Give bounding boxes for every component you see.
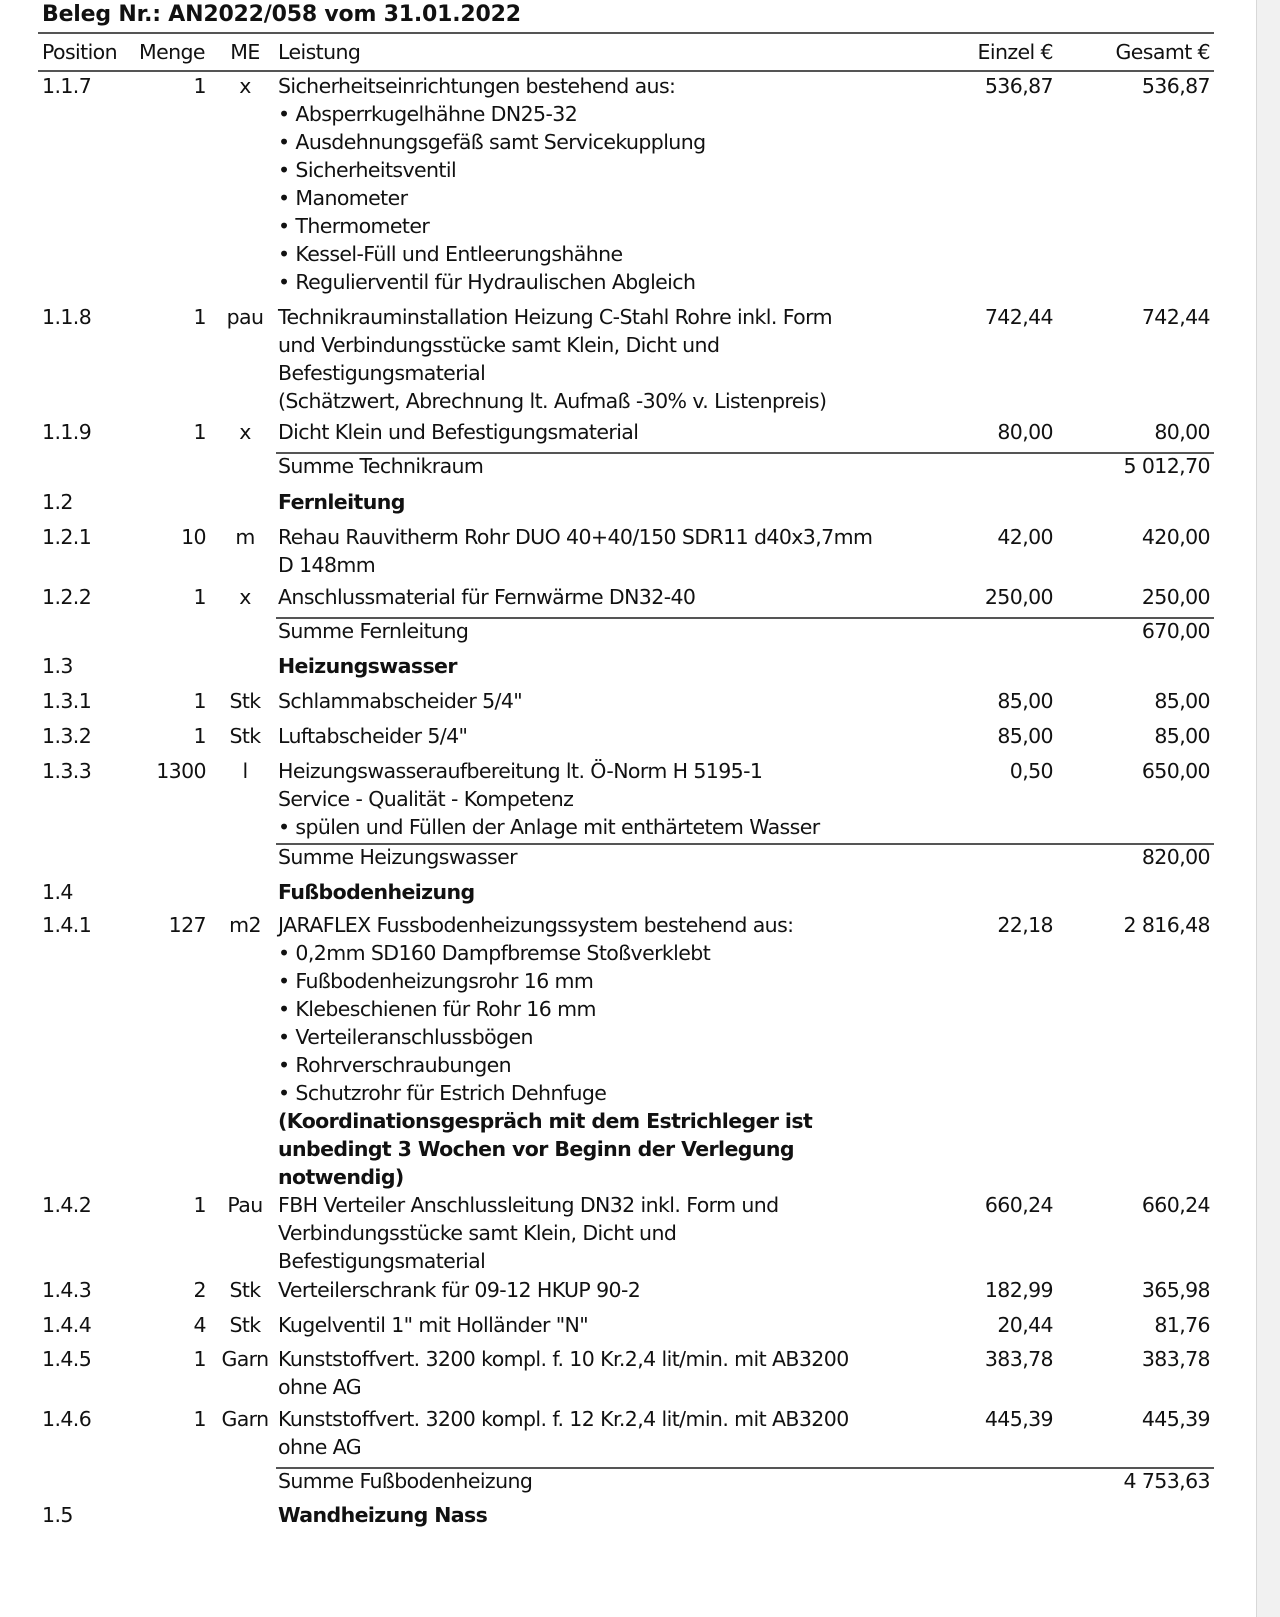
description-note-line: unbedingt 3 Wochen vor Beginn der Verlegung <box>278 1137 794 1161</box>
subtotal-rule <box>276 452 1214 454</box>
row-description <box>278 452 483 480</box>
row-position: 1.2 <box>42 490 73 514</box>
row-quantity: 1 <box>193 724 206 748</box>
description-note-line: (Koordinationsgespräch mit dem Estrichleger ist <box>278 1109 813 1133</box>
row-total: 650,00 <box>1141 759 1210 783</box>
description-line: (Schätzwert, Abrechnung lt. Aufmaß -30% v. Listenpreis) <box>278 389 827 413</box>
row-quantity: 1 <box>193 1347 206 1371</box>
row-unit: Stk <box>229 1278 261 1302</box>
subtotal-rule <box>276 1467 1214 1469</box>
row-total: 5 012,70 <box>1123 454 1210 478</box>
row-description <box>278 757 820 841</box>
row-position: 1.1.8 <box>42 305 92 329</box>
description-line: • Absperrkugelhähne DN25-32 <box>278 102 578 126</box>
row-total: 81,76 <box>1154 1313 1210 1337</box>
row-unit-price: 80,00 <box>997 420 1053 444</box>
row-description <box>278 1467 532 1495</box>
row-quantity: 1 <box>193 1193 206 1217</box>
row-position: 1.4.2 <box>42 1193 92 1217</box>
row-description <box>278 687 522 715</box>
description-line: Kugelventil 1" mit Holländer "N" <box>278 1313 589 1337</box>
row-position: 1.4 <box>42 880 73 904</box>
description-line: • Verteileranschlussbögen <box>278 1025 533 1049</box>
description-line: • Regulierventil für Hydraulischen Abgleich <box>278 270 696 294</box>
description-line: • Klebeschienen für Rohr 16 mm <box>278 997 596 1021</box>
row-unit-price: 0,50 <box>1009 759 1053 783</box>
description-line: • Schutzrohr für Estrich Dehnfuge <box>278 1081 607 1105</box>
row-position: 1.4.3 <box>42 1278 92 1302</box>
row-total: 820,00 <box>1141 845 1210 869</box>
description-line: Summe Technikraum <box>278 454 484 478</box>
row-total: 250,00 <box>1141 585 1210 609</box>
row-total: 742,44 <box>1141 305 1210 329</box>
row-quantity: 10 <box>181 525 206 549</box>
row-unit-price: 383,78 <box>984 1347 1053 1371</box>
description-line: Dicht Klein und Befestigungsmaterial <box>278 420 639 444</box>
row-description <box>278 911 812 1191</box>
row-unit: m <box>235 525 255 549</box>
description-line: JARAFLEX Fussbodenheizungssystem bestehend aus: <box>278 913 794 937</box>
description-line: Anschlussmaterial für Fernwärme DN32-40 <box>278 585 696 609</box>
row-total: 365,98 <box>1141 1278 1210 1302</box>
row-unit-price: 85,00 <box>997 724 1053 748</box>
subtotal-rule <box>276 617 1214 619</box>
description-line: Summe Heizungswasser <box>278 845 517 869</box>
row-quantity: 2 <box>193 1278 206 1302</box>
description-line: Wandheizung Nass <box>278 1503 488 1527</box>
description-line: Verteilerschrank für 09-12 HKUP 90-2 <box>278 1278 641 1302</box>
col-einzel: Einzel € <box>977 40 1053 64</box>
row-unit-price: 85,00 <box>997 689 1053 713</box>
description-line: Heizungswasser <box>278 654 457 678</box>
row-unit: x <box>239 420 251 444</box>
row-position: 1.1.9 <box>42 420 92 444</box>
row-total: 536,87 <box>1141 74 1210 98</box>
row-description <box>278 843 517 871</box>
description-line: Service - Qualität - Kompetenz <box>278 787 574 811</box>
row-unit: Stk <box>229 1313 261 1337</box>
description-line: Summe Fernleitung <box>278 619 469 643</box>
row-unit: m2 <box>229 913 261 937</box>
description-line: D 148mm <box>278 553 376 577</box>
col-leistung: Leistung <box>278 40 361 64</box>
title-rule <box>38 32 1214 34</box>
col-me: ME <box>230 40 260 64</box>
description-line: Befestigungsmaterial <box>278 361 486 385</box>
description-line: • Fußbodenheizungsrohr 16 mm <box>278 969 594 993</box>
row-unit-price: 250,00 <box>984 585 1053 609</box>
description-line: • Manometer <box>278 186 408 210</box>
description-line: • Sicherheitsventil <box>278 158 457 182</box>
row-position: 1.3.2 <box>42 724 92 748</box>
description-line: Technikrauminstallation Heizung C-Stahl Rohre inkl. Form <box>278 305 832 329</box>
description-line: FBH Verteiler Anschlussleitung DN32 inkl. Form und <box>278 1193 779 1217</box>
window-edge <box>1256 0 1280 1617</box>
description-line: ohne AG <box>278 1435 362 1459</box>
row-total: 383,78 <box>1141 1347 1210 1371</box>
row-quantity: 127 <box>168 913 206 937</box>
row-unit-price: 536,87 <box>984 74 1053 98</box>
row-unit: l <box>242 759 248 783</box>
row-unit-price: 20,44 <box>997 1313 1053 1337</box>
row-position: 1.2.2 <box>42 585 92 609</box>
row-position: 1.4.6 <box>42 1407 92 1431</box>
description-line: • Kessel-Füll und Entleerungshähne <box>278 242 623 266</box>
row-quantity: 1 <box>193 689 206 713</box>
subtotal-rule <box>276 843 1214 845</box>
row-unit: pau <box>226 305 264 329</box>
description-line: Heizungswasseraufbereitung lt. Ö-Norm H 5195-1 <box>278 759 763 783</box>
row-description <box>278 72 706 296</box>
row-description <box>278 418 638 446</box>
row-total: 660,24 <box>1141 1193 1210 1217</box>
row-description <box>278 303 832 415</box>
description-line: • spülen und Füllen der Anlage mit enthärtetem Wasser <box>278 815 820 839</box>
row-unit: Pau <box>227 1193 263 1217</box>
description-line: Kunststoffvert. 3200 kompl. f. 12 Kr.2,4 lit/min. mit AB3200 <box>278 1407 849 1431</box>
description-line: ohne AG <box>278 1375 362 1399</box>
col-menge: Menge <box>139 40 205 64</box>
row-total: 85,00 <box>1154 724 1210 748</box>
description-line: Luftabscheider 5/4" <box>278 724 468 748</box>
row-unit: x <box>239 74 251 98</box>
row-total: 85,00 <box>1154 689 1210 713</box>
row-description <box>278 523 872 579</box>
row-unit-price: 742,44 <box>984 305 1053 329</box>
description-line: Summe Fußbodenheizung <box>278 1469 533 1493</box>
row-description <box>278 722 467 750</box>
row-quantity: 1 <box>193 74 206 98</box>
row-position: 1.4.5 <box>42 1347 92 1371</box>
row-position: 1.3.3 <box>42 759 92 783</box>
row-total: 2 816,48 <box>1123 913 1210 937</box>
row-position: 1.4.4 <box>42 1313 92 1337</box>
col-gesamt: Gesamt € <box>1115 40 1210 64</box>
row-unit: Stk <box>229 724 261 748</box>
row-total: 4 753,63 <box>1123 1469 1210 1493</box>
document-title: Beleg Nr.: AN2022/058 vom 31.01.2022 <box>42 2 521 27</box>
row-position: 1.3 <box>42 654 73 678</box>
row-quantity: 1 <box>193 585 206 609</box>
description-line: Verbindungsstücke samt Klein, Dicht und <box>278 1221 677 1245</box>
description-note-line: notwendig) <box>278 1165 404 1189</box>
description-line: • Rohrverschraubungen <box>278 1053 512 1077</box>
row-unit: x <box>239 585 251 609</box>
row-unit-price: 182,99 <box>984 1278 1053 1302</box>
row-quantity: 4 <box>193 1313 206 1337</box>
description-line: Schlammabscheider 5/4" <box>278 689 523 713</box>
row-position: 1.1.7 <box>42 74 92 98</box>
row-position: 1.5 <box>42 1503 73 1527</box>
description-line: Fußbodenheizung <box>278 880 475 904</box>
row-position: 1.2.1 <box>42 525 92 549</box>
row-description <box>278 1345 849 1401</box>
row-position: 1.3.1 <box>42 689 92 713</box>
row-unit: Garn <box>221 1347 269 1371</box>
row-total: 80,00 <box>1154 420 1210 444</box>
row-unit-price: 42,00 <box>997 525 1053 549</box>
row-unit-price: 22,18 <box>997 913 1053 937</box>
description-line: Sicherheitseinrichtungen bestehend aus: <box>278 74 676 98</box>
row-quantity: 1 <box>193 1407 206 1431</box>
row-description <box>278 583 695 611</box>
row-description <box>278 1501 487 1529</box>
row-description <box>278 1311 588 1339</box>
row-description <box>278 488 405 516</box>
description-line: Rehau Rauvitherm Rohr DUO 40+40/150 SDR11 d40x3,7mm <box>278 525 873 549</box>
row-quantity: 1 <box>193 305 206 329</box>
row-description <box>278 1276 640 1304</box>
row-total: 420,00 <box>1141 525 1210 549</box>
row-description <box>278 1191 779 1275</box>
row-quantity: 1300 <box>156 759 206 783</box>
description-line: • Thermometer <box>278 214 430 238</box>
col-position: Position <box>42 40 118 64</box>
description-line: Befestigungsmaterial <box>278 1249 486 1273</box>
row-description <box>278 617 468 645</box>
row-position: 1.4.1 <box>42 913 92 937</box>
row-unit-price: 445,39 <box>984 1407 1053 1431</box>
row-description <box>278 652 457 680</box>
row-description <box>278 1405 849 1461</box>
row-unit-price: 660,24 <box>984 1193 1053 1217</box>
description-line: • Ausdehnungsgefäß samt Servicekupplung <box>278 130 706 154</box>
row-total: 445,39 <box>1141 1407 1210 1431</box>
row-unit: Garn <box>221 1407 269 1431</box>
description-line: Kunststoffvert. 3200 kompl. f. 10 Kr.2,4 lit/min. mit AB3200 <box>278 1347 849 1371</box>
row-description <box>278 878 475 906</box>
description-line: und Verbindungsstücke samt Klein, Dicht und <box>278 333 720 357</box>
description-line: Fernleitung <box>278 490 405 514</box>
description-line: • 0,2mm SD160 Dampfbremse Stoßverklebt <box>278 941 711 965</box>
row-quantity: 1 <box>193 420 206 444</box>
row-total: 670,00 <box>1141 619 1210 643</box>
row-unit: Stk <box>229 689 261 713</box>
